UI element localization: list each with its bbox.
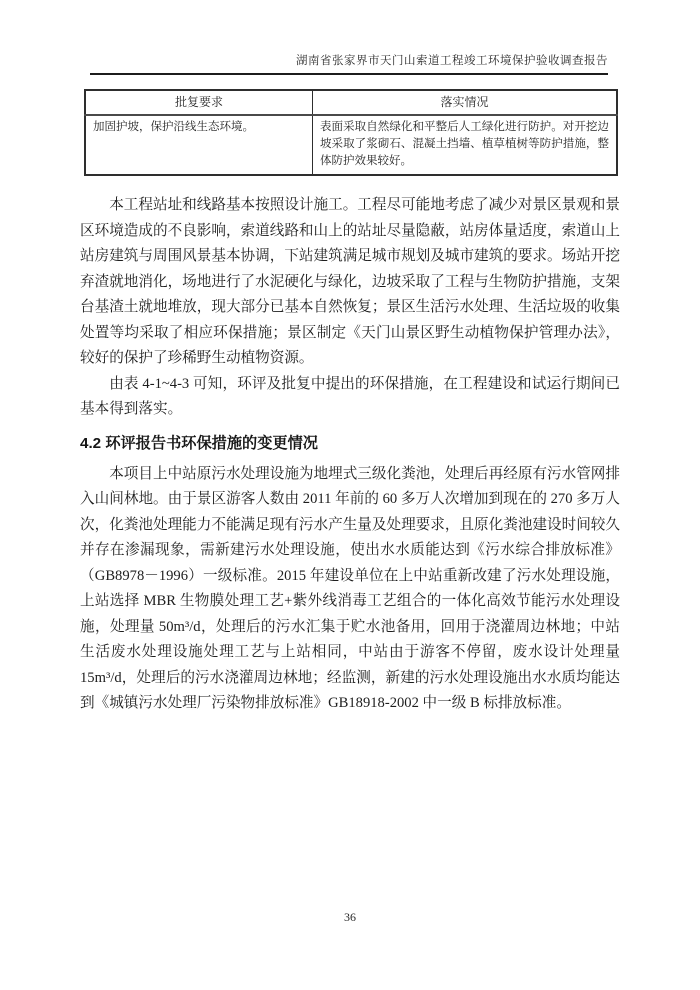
- paragraph-construction-summary: 本工程站址和线路基本按照设计施工。工程尽可能地考虑了减少对景区景观和景区环境造成的不良影响，索道线路和山上的站址尽量隐蔽，站房体量适度，索道山上站房建筑与周围风景基本协调，下站建筑满足城市规划及城市建筑的要求。场站开挖弃渣就地消化，场地进行了水泥硬化与绿化，边坡采取了工程与生物防护措施，支架台基渣土就地堆放，现大部分已基本自然恢复；景区生活污水处理、生活垃圾的收集处置等均采取了相应环保措施；景区制定《天门山景区野生动植物保护管理办法》，较好的保护了珍稀野生动植物资源。: [80, 197, 620, 366]
- section-heading-4-2: 4.2 环评报告书环保措施的变更情况: [80, 434, 318, 452]
- page-header: [90, 52, 608, 75]
- report-title: 湖南省张家界市天门山索道工程竣工环境保护验收调查报告: [296, 55, 608, 67]
- page-footer: [0, 910, 700, 925]
- paragraph-sewage-facility-change: 本项目上中站原污水处理设施为地埋式三级化粪池，处理后再经原有污水管网排入山间林地。由于景区游客人数由 2011 年前的 60 多万人次增加到现在的 270 多万人次，化粪池处理能力不能满足现有污水产生量及处理要求，且原化粪池建设时间较久并存在渗漏现象，需新建污水处理设施，使出水水质能达到《污水综合排放标准》（GB8978－1996）一级标准。2015 年建设单位在上中站重新改建了污水处理设施，上站选择 MBR 生物膜处理工艺+紫外线消毒工艺组合的一体化高效节能污水处理设施，处理量 50m³/d，处理后的污水汇集于贮水池备用，回用于浇灌周边林地；中站生活废水处理设施处理工艺与上站相同，中站由于游客不停留，废水设计处理量 15m³/d，处理后的污水浇灌周边林地；经监测，新建的污水处理设施出水水质均能达到《城镇污水处理厂污染物排放标准》GB18918-2002 中一级 B 标排放标准。: [80, 465, 620, 711]
- cell-implementation: 表面采取自然绿化和平整后人工绿化进行防护。对开挖边坡采取了浆砌石、混凝土挡墙、植草植树等防护措施，整体防护效果较好。: [313, 115, 618, 175]
- compliance-table: [84, 89, 618, 176]
- paragraph-implementation-conclusion: 由表 4-1~4-3 可知，环评及批复中提出的环保措施，在工程建设和试运行期间已基本得到落实。: [80, 375, 620, 417]
- table-header-row: [85, 90, 617, 115]
- column-header-implementation: 落实情况: [313, 90, 618, 115]
- cell-requirement: 加固护坡，保护沿线生态环境。: [85, 115, 313, 175]
- table-row: [85, 115, 617, 175]
- page-number: 36: [344, 910, 356, 924]
- page-content: [80, 89, 620, 717]
- column-header-requirement: 批复要求: [85, 90, 313, 115]
